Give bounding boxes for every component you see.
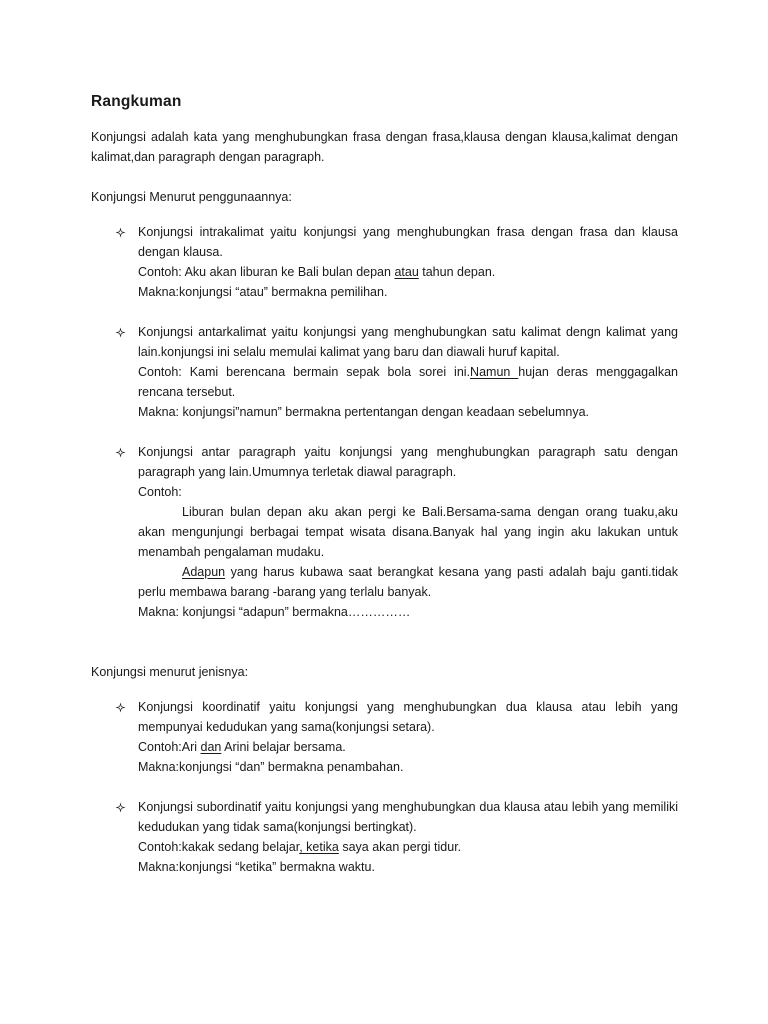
diamond-bullet-icon [113,442,127,462]
underlined-conjunction: Namun [470,365,519,379]
meaning-line: Makna:konjungsi “dan” bermakna penambahan. [138,760,404,774]
meaning-line: Makna:konjungsi “atau” bermakna pemilihan. [138,285,388,299]
diamond-bullet-icon [113,322,127,342]
list-item [91,442,678,622]
list-item-text: Konjungsi subordinatif yaitu konjungsi yang menghubungkan dua klausa atau lebih yang memiliki kedudukan yang tidak sama(konjungsi bertingkat). [138,800,678,834]
example-paragraph [138,562,678,602]
example-line [138,262,678,282]
meaning-line: Makna: konjungsi”namun” bermakna pertentangan dengan keadaan sebelumnya. [138,405,589,419]
example-text: tahun depan. [418,265,496,279]
section-heading-usage: Konjungsi Menurut penggunaannya: [91,190,292,204]
underlined-conjunction: dan [200,740,222,754]
example-text: yang harus kubawa saat berangkat kesana yang pasti adalah baju ganti.tidak perlu membawa barang -barang yang terlalu banyak. [138,565,678,599]
example-text: Contoh: Aku akan liburan ke Bali bulan depan [138,265,395,279]
example-text: hujan deras menggagalkan rencana tersebut. [138,365,678,399]
list-item [91,322,678,422]
example-line [138,737,678,757]
list-item-text: Konjungsi intrakalimat yaitu konjungsi yang menghubungkan frasa dengan frasa dan klausa dengan klausa. [138,225,678,259]
diamond-bullet-icon [113,797,127,817]
diamond-bullet-icon [113,222,127,242]
example-text: Contoh:kakak sedang belajar [138,840,300,854]
example-label: Contoh: [138,485,182,499]
meaning-line: Makna:konjungsi “ketika” bermakna waktu. [138,860,375,874]
example-line [138,362,678,402]
underlined-conjunction: , ketika [299,840,339,854]
intro-paragraph: Konjungsi adalah kata yang menghubungkan frasa dengan frasa,klausa dengan klausa,kalimat dengan kalimat,dan paragraph dengan paragraph. [91,130,678,164]
list-item [91,797,678,877]
meaning-line: Makna: konjungsi “adapun” bermakna…………… [138,605,411,619]
list-item-text: Konjungsi antar paragraph yaitu konjungsi yang menghubungkan paragraph satu dengan paragraph yang lain.Umumnya terletak diawal paragraph. [138,445,678,479]
example-text: Contoh: Kami berencana bermain sepak bola sorei ini. [138,365,471,379]
list-item-text: Konjungsi antarkalimat yaitu konjungsi yang menghubungkan satu kalimat dengn kalimat yang lain.konjungsi ini selalu memulai kalimat yang baru dan diawali huruf kapital. [138,325,678,359]
example-text: Arini belajar bersama. [221,740,346,754]
diamond-bullet-icon [113,697,127,717]
example-paragraph: Liburan bulan depan aku akan pergi ke Bali.Bersama-sama dengan orang tuaku,aku akan mengunjungi berbagai tempat wisata disana.Banyak hal yang ingin aku lakukan untuk menambah pengalaman mudaku. [138,505,678,559]
example-line [138,837,678,857]
example-text: Contoh:Ari [138,740,201,754]
example-text: saya akan pergi tidur. [338,840,462,854]
list-item-text: Konjungsi koordinatif yaitu konjungsi yang menghubungkan dua klausa atau lebih yang mempunyai kedudukan yang sama(konjungsi setara). [138,700,678,734]
list-item [91,222,678,302]
list-item [91,697,678,777]
underlined-conjunction: Adapun [182,565,226,579]
document-title: Rangkuman [91,93,182,110]
section-heading-type: Konjungsi menurut jenisnya: [91,665,249,679]
underlined-conjunction: atau [394,265,419,279]
